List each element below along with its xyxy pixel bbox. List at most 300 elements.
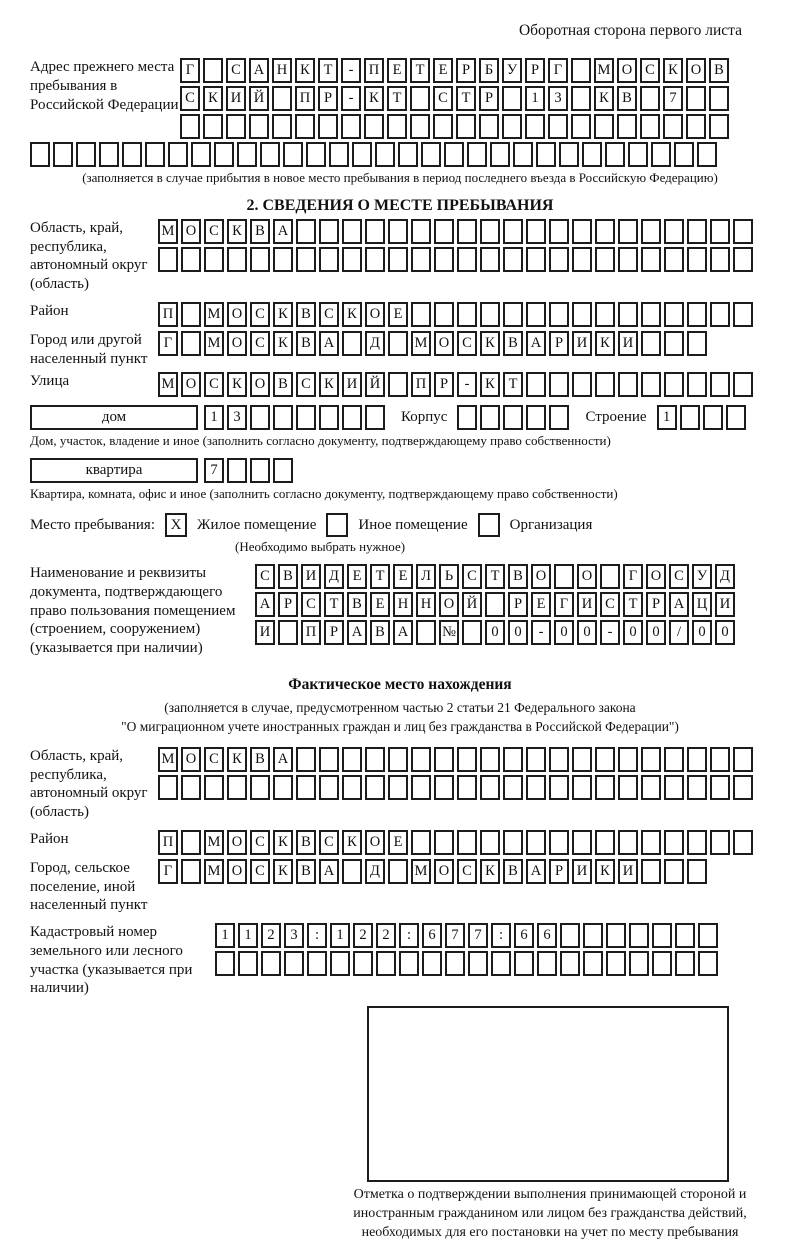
char-box[interactable]: Л xyxy=(416,564,436,589)
char-box[interactable] xyxy=(733,219,753,244)
char-box[interactable] xyxy=(572,830,592,855)
char-box[interactable]: О xyxy=(227,859,247,884)
char-box[interactable]: О xyxy=(365,302,385,327)
char-box[interactable]: 0 xyxy=(508,620,528,645)
char-box[interactable] xyxy=(526,775,546,800)
char-box[interactable]: Й xyxy=(249,86,269,111)
char-box[interactable]: Д xyxy=(365,331,385,356)
char-box[interactable] xyxy=(572,372,592,397)
char-box[interactable]: Д xyxy=(365,859,385,884)
char-box[interactable]: С xyxy=(250,302,270,327)
char-box[interactable] xyxy=(664,830,684,855)
char-box[interactable] xyxy=(572,775,592,800)
char-box[interactable]: К xyxy=(319,372,339,397)
char-box[interactable]: В xyxy=(508,564,528,589)
char-box[interactable] xyxy=(457,247,477,272)
char-box[interactable]: - xyxy=(457,372,477,397)
char-box[interactable]: № xyxy=(439,620,459,645)
char-box[interactable] xyxy=(502,86,522,111)
char-box[interactable] xyxy=(526,747,546,772)
char-box[interactable] xyxy=(342,331,362,356)
char-box[interactable]: : xyxy=(491,923,511,948)
char-box[interactable]: К xyxy=(595,859,615,884)
char-box[interactable] xyxy=(307,951,327,976)
char-box[interactable] xyxy=(703,405,723,430)
char-box[interactable] xyxy=(571,86,591,111)
char-box[interactable] xyxy=(698,923,718,948)
char-box[interactable] xyxy=(444,142,464,167)
char-box[interactable]: Е xyxy=(433,58,453,83)
char-box[interactable]: 0 xyxy=(646,620,666,645)
char-box[interactable]: Е xyxy=(387,58,407,83)
char-box[interactable] xyxy=(606,951,626,976)
char-box[interactable]: Г xyxy=(623,564,643,589)
char-box[interactable]: М xyxy=(204,302,224,327)
char-box[interactable] xyxy=(238,951,258,976)
char-box[interactable] xyxy=(158,247,178,272)
char-box[interactable]: О xyxy=(686,58,706,83)
char-box[interactable] xyxy=(365,747,385,772)
char-box[interactable]: П xyxy=(364,58,384,83)
char-box[interactable] xyxy=(674,142,694,167)
char-box[interactable]: И xyxy=(342,372,362,397)
char-box[interactable] xyxy=(250,458,270,483)
char-box[interactable] xyxy=(388,859,408,884)
char-box[interactable] xyxy=(733,830,753,855)
char-box[interactable]: - xyxy=(341,58,361,83)
char-box[interactable] xyxy=(710,775,730,800)
char-box[interactable] xyxy=(388,747,408,772)
char-box[interactable]: И xyxy=(255,620,275,645)
char-box[interactable]: С xyxy=(457,859,477,884)
char-box[interactable] xyxy=(600,564,620,589)
char-box[interactable] xyxy=(158,775,178,800)
char-box[interactable]: А xyxy=(526,859,546,884)
char-box[interactable] xyxy=(697,142,717,167)
char-box[interactable] xyxy=(410,114,430,139)
char-box[interactable] xyxy=(664,775,684,800)
char-box[interactable] xyxy=(687,859,707,884)
char-box[interactable]: К xyxy=(273,830,293,855)
char-box[interactable] xyxy=(398,142,418,167)
char-box[interactable]: М xyxy=(158,219,178,244)
char-box[interactable]: П xyxy=(295,86,315,111)
char-box[interactable] xyxy=(434,247,454,272)
char-box[interactable]: Р xyxy=(434,372,454,397)
char-box[interactable] xyxy=(375,142,395,167)
char-box[interactable]: И xyxy=(618,331,638,356)
char-box[interactable] xyxy=(122,142,142,167)
char-box[interactable]: И xyxy=(715,592,735,617)
char-box[interactable] xyxy=(273,775,293,800)
char-box[interactable]: 1 xyxy=(238,923,258,948)
char-box[interactable]: В xyxy=(617,86,637,111)
char-box[interactable] xyxy=(387,114,407,139)
char-box[interactable]: О xyxy=(227,302,247,327)
char-box[interactable] xyxy=(664,859,684,884)
char-box[interactable]: Р xyxy=(278,592,298,617)
char-box[interactable] xyxy=(641,747,661,772)
char-box[interactable] xyxy=(641,302,661,327)
char-box[interactable] xyxy=(457,747,477,772)
char-box[interactable] xyxy=(434,830,454,855)
char-box[interactable] xyxy=(537,951,557,976)
char-box[interactable]: В xyxy=(296,302,316,327)
char-box[interactable] xyxy=(641,331,661,356)
char-box[interactable] xyxy=(319,775,339,800)
char-box[interactable] xyxy=(278,620,298,645)
char-box[interactable]: К xyxy=(227,219,247,244)
char-box[interactable] xyxy=(664,219,684,244)
char-box[interactable] xyxy=(191,142,211,167)
char-box[interactable] xyxy=(628,142,648,167)
char-box[interactable] xyxy=(503,302,523,327)
char-box[interactable]: К xyxy=(480,331,500,356)
char-box[interactable]: 6 xyxy=(514,923,534,948)
char-box[interactable]: К xyxy=(273,331,293,356)
char-box[interactable] xyxy=(595,247,615,272)
char-box[interactable]: С xyxy=(669,564,689,589)
char-box[interactable] xyxy=(503,775,523,800)
char-box[interactable]: С xyxy=(640,58,660,83)
char-box[interactable] xyxy=(296,219,316,244)
char-box[interactable]: И xyxy=(572,859,592,884)
char-box[interactable] xyxy=(503,405,523,430)
char-box[interactable]: 1 xyxy=(215,923,235,948)
char-box[interactable]: А xyxy=(347,620,367,645)
char-box[interactable] xyxy=(652,923,672,948)
char-box[interactable] xyxy=(733,775,753,800)
char-box[interactable]: 6 xyxy=(537,923,557,948)
char-box[interactable]: Ц xyxy=(692,592,712,617)
char-box[interactable]: С xyxy=(250,331,270,356)
char-box[interactable] xyxy=(733,747,753,772)
char-box[interactable] xyxy=(560,923,580,948)
char-box[interactable]: С xyxy=(462,564,482,589)
char-box[interactable]: С xyxy=(319,830,339,855)
char-box[interactable] xyxy=(283,142,303,167)
char-box[interactable]: Т xyxy=(387,86,407,111)
char-box[interactable] xyxy=(709,86,729,111)
char-box[interactable] xyxy=(388,331,408,356)
char-box[interactable] xyxy=(434,775,454,800)
char-box[interactable]: С xyxy=(319,302,339,327)
char-box[interactable] xyxy=(698,951,718,976)
char-box[interactable]: О xyxy=(250,372,270,397)
char-box[interactable] xyxy=(330,951,350,976)
char-box[interactable] xyxy=(651,142,671,167)
char-box[interactable]: С xyxy=(250,830,270,855)
char-box[interactable] xyxy=(203,58,223,83)
char-box[interactable]: К xyxy=(595,331,615,356)
char-box[interactable] xyxy=(215,951,235,976)
char-box[interactable] xyxy=(145,142,165,167)
char-box[interactable] xyxy=(733,372,753,397)
char-box[interactable] xyxy=(549,372,569,397)
char-box[interactable] xyxy=(250,775,270,800)
char-box[interactable] xyxy=(503,830,523,855)
char-box[interactable] xyxy=(342,859,362,884)
char-box[interactable] xyxy=(710,372,730,397)
char-box[interactable] xyxy=(411,747,431,772)
char-box[interactable] xyxy=(480,302,500,327)
char-box[interactable] xyxy=(296,775,316,800)
char-box[interactable]: В xyxy=(503,859,523,884)
char-box[interactable] xyxy=(572,302,592,327)
char-box[interactable]: К xyxy=(273,859,293,884)
char-box[interactable]: К xyxy=(342,302,362,327)
char-box[interactable]: И xyxy=(618,859,638,884)
char-box[interactable]: К xyxy=(203,86,223,111)
char-box[interactable]: : xyxy=(399,923,419,948)
char-box[interactable]: О xyxy=(531,564,551,589)
char-box[interactable] xyxy=(595,302,615,327)
char-box[interactable]: К xyxy=(227,372,247,397)
char-box[interactable] xyxy=(467,142,487,167)
char-box[interactable]: К xyxy=(342,830,362,855)
char-box[interactable]: М xyxy=(411,331,431,356)
char-box[interactable]: М xyxy=(204,331,224,356)
char-box[interactable] xyxy=(422,951,442,976)
char-box[interactable] xyxy=(329,142,349,167)
char-box[interactable] xyxy=(284,951,304,976)
char-box[interactable] xyxy=(319,405,339,430)
char-box[interactable] xyxy=(227,247,247,272)
char-box[interactable] xyxy=(595,775,615,800)
char-box[interactable] xyxy=(618,219,638,244)
char-box[interactable] xyxy=(594,114,614,139)
char-box[interactable] xyxy=(365,219,385,244)
char-box[interactable]: В xyxy=(296,859,316,884)
char-box[interactable] xyxy=(526,405,546,430)
char-box[interactable] xyxy=(388,372,408,397)
char-box[interactable]: Б xyxy=(479,58,499,83)
char-box[interactable] xyxy=(485,592,505,617)
char-box[interactable] xyxy=(411,830,431,855)
char-box[interactable] xyxy=(686,114,706,139)
char-box[interactable]: У xyxy=(502,58,522,83)
char-box[interactable] xyxy=(295,114,315,139)
char-box[interactable] xyxy=(583,923,603,948)
char-box[interactable] xyxy=(640,114,660,139)
char-box[interactable]: В xyxy=(709,58,729,83)
char-box[interactable]: А xyxy=(273,219,293,244)
char-box[interactable] xyxy=(687,830,707,855)
char-box[interactable] xyxy=(181,830,201,855)
char-box[interactable]: М xyxy=(204,859,224,884)
char-box[interactable] xyxy=(364,114,384,139)
char-box[interactable]: 2 xyxy=(376,923,396,948)
char-box[interactable] xyxy=(640,86,660,111)
char-box[interactable] xyxy=(342,247,362,272)
char-box[interactable] xyxy=(433,114,453,139)
char-box[interactable]: С xyxy=(204,219,224,244)
char-box[interactable] xyxy=(664,302,684,327)
char-box[interactable]: С xyxy=(204,372,224,397)
char-box[interactable]: К xyxy=(273,302,293,327)
char-box[interactable]: Т xyxy=(324,592,344,617)
char-box[interactable] xyxy=(675,951,695,976)
char-box[interactable]: О xyxy=(434,859,454,884)
char-box[interactable] xyxy=(457,219,477,244)
char-box[interactable]: 7 xyxy=(204,458,224,483)
char-box[interactable] xyxy=(434,219,454,244)
char-box[interactable]: О xyxy=(181,747,201,772)
char-box[interactable]: С xyxy=(180,86,200,111)
char-box[interactable]: Т xyxy=(370,564,390,589)
char-box[interactable] xyxy=(181,775,201,800)
char-box[interactable]: А xyxy=(319,859,339,884)
char-box[interactable] xyxy=(272,86,292,111)
char-box[interactable]: Т xyxy=(318,58,338,83)
char-box[interactable]: С xyxy=(296,372,316,397)
char-box[interactable] xyxy=(388,247,408,272)
char-box[interactable]: В xyxy=(250,219,270,244)
char-box[interactable] xyxy=(296,747,316,772)
char-box[interactable]: Д xyxy=(715,564,735,589)
char-box[interactable]: 7 xyxy=(468,923,488,948)
char-box[interactable] xyxy=(250,405,270,430)
char-box[interactable] xyxy=(710,219,730,244)
char-box[interactable] xyxy=(480,219,500,244)
char-box[interactable]: 0 xyxy=(692,620,712,645)
char-box[interactable] xyxy=(99,142,119,167)
char-box[interactable] xyxy=(526,302,546,327)
char-box[interactable] xyxy=(214,142,234,167)
char-box[interactable]: М xyxy=(204,830,224,855)
char-box[interactable] xyxy=(514,951,534,976)
char-box[interactable]: В xyxy=(347,592,367,617)
char-box[interactable] xyxy=(687,372,707,397)
char-box[interactable] xyxy=(503,247,523,272)
char-box[interactable]: Е xyxy=(393,564,413,589)
char-box[interactable]: С xyxy=(250,859,270,884)
char-box[interactable] xyxy=(549,830,569,855)
char-box[interactable]: Н xyxy=(416,592,436,617)
char-box[interactable] xyxy=(411,302,431,327)
char-box[interactable]: 0 xyxy=(623,620,643,645)
char-box[interactable] xyxy=(572,747,592,772)
char-box[interactable] xyxy=(675,923,695,948)
char-box[interactable]: С xyxy=(255,564,275,589)
char-box[interactable]: 6 xyxy=(422,923,442,948)
char-box[interactable] xyxy=(411,247,431,272)
char-box[interactable]: Е xyxy=(531,592,551,617)
char-box[interactable] xyxy=(457,405,477,430)
char-box[interactable]: 7 xyxy=(663,86,683,111)
char-box[interactable] xyxy=(457,775,477,800)
char-box[interactable] xyxy=(549,747,569,772)
char-box[interactable] xyxy=(227,775,247,800)
char-box[interactable]: 0 xyxy=(577,620,597,645)
char-box[interactable] xyxy=(618,775,638,800)
char-box[interactable] xyxy=(260,142,280,167)
char-box[interactable]: Н xyxy=(272,58,292,83)
char-box[interactable] xyxy=(548,114,568,139)
char-box[interactable] xyxy=(181,247,201,272)
char-box[interactable] xyxy=(618,302,638,327)
char-box[interactable]: Г xyxy=(158,859,178,884)
char-box[interactable] xyxy=(319,219,339,244)
char-box[interactable]: Р xyxy=(646,592,666,617)
char-box[interactable] xyxy=(411,775,431,800)
char-box[interactable] xyxy=(559,142,579,167)
char-box[interactable]: 3 xyxy=(227,405,247,430)
char-box[interactable]: Т xyxy=(410,58,430,83)
char-box[interactable] xyxy=(709,114,729,139)
char-box[interactable] xyxy=(549,405,569,430)
char-box[interactable] xyxy=(549,247,569,272)
char-box[interactable]: С xyxy=(301,592,321,617)
char-box[interactable] xyxy=(388,219,408,244)
char-box[interactable]: П xyxy=(301,620,321,645)
char-box[interactable] xyxy=(525,114,545,139)
char-box[interactable] xyxy=(410,86,430,111)
char-box[interactable] xyxy=(479,114,499,139)
char-box[interactable] xyxy=(664,372,684,397)
char-box[interactable]: 1 xyxy=(204,405,224,430)
char-box[interactable]: Й xyxy=(365,372,385,397)
char-box[interactable] xyxy=(618,372,638,397)
char-box[interactable] xyxy=(664,331,684,356)
other-premises-checkbox[interactable] xyxy=(326,513,348,537)
char-box[interactable]: П xyxy=(158,830,178,855)
char-box[interactable] xyxy=(388,775,408,800)
char-box[interactable]: Р xyxy=(508,592,528,617)
char-box[interactable] xyxy=(595,747,615,772)
char-box[interactable]: 0 xyxy=(715,620,735,645)
char-box[interactable] xyxy=(30,142,50,167)
char-box[interactable]: С xyxy=(457,331,477,356)
char-box[interactable] xyxy=(319,247,339,272)
char-box[interactable] xyxy=(687,302,707,327)
char-box[interactable]: О xyxy=(181,372,201,397)
char-box[interactable] xyxy=(365,247,385,272)
char-box[interactable] xyxy=(536,142,556,167)
char-box[interactable] xyxy=(733,247,753,272)
char-box[interactable]: А xyxy=(255,592,275,617)
char-box[interactable] xyxy=(237,142,257,167)
char-box[interactable] xyxy=(204,247,224,272)
char-box[interactable]: В xyxy=(503,331,523,356)
char-box[interactable]: И xyxy=(572,331,592,356)
char-box[interactable] xyxy=(318,114,338,139)
char-box[interactable]: Р xyxy=(549,859,569,884)
char-box[interactable]: М xyxy=(158,372,178,397)
char-box[interactable]: 3 xyxy=(548,86,568,111)
char-box[interactable]: О xyxy=(227,830,247,855)
char-box[interactable] xyxy=(503,219,523,244)
char-box[interactable]: Е xyxy=(388,302,408,327)
char-box[interactable]: Й xyxy=(462,592,482,617)
char-box[interactable]: А xyxy=(319,331,339,356)
char-box[interactable] xyxy=(549,775,569,800)
char-box[interactable]: Р xyxy=(318,86,338,111)
char-box[interactable] xyxy=(480,747,500,772)
char-box[interactable] xyxy=(273,405,293,430)
char-box[interactable]: А xyxy=(526,331,546,356)
char-box[interactable]: К xyxy=(295,58,315,83)
char-box[interactable] xyxy=(583,951,603,976)
char-box[interactable] xyxy=(526,219,546,244)
char-box[interactable] xyxy=(606,923,626,948)
char-box[interactable] xyxy=(687,747,707,772)
char-box[interactable] xyxy=(491,951,511,976)
char-box[interactable]: О xyxy=(617,58,637,83)
char-box[interactable] xyxy=(416,620,436,645)
char-box[interactable]: И xyxy=(226,86,246,111)
char-box[interactable]: О xyxy=(646,564,666,589)
